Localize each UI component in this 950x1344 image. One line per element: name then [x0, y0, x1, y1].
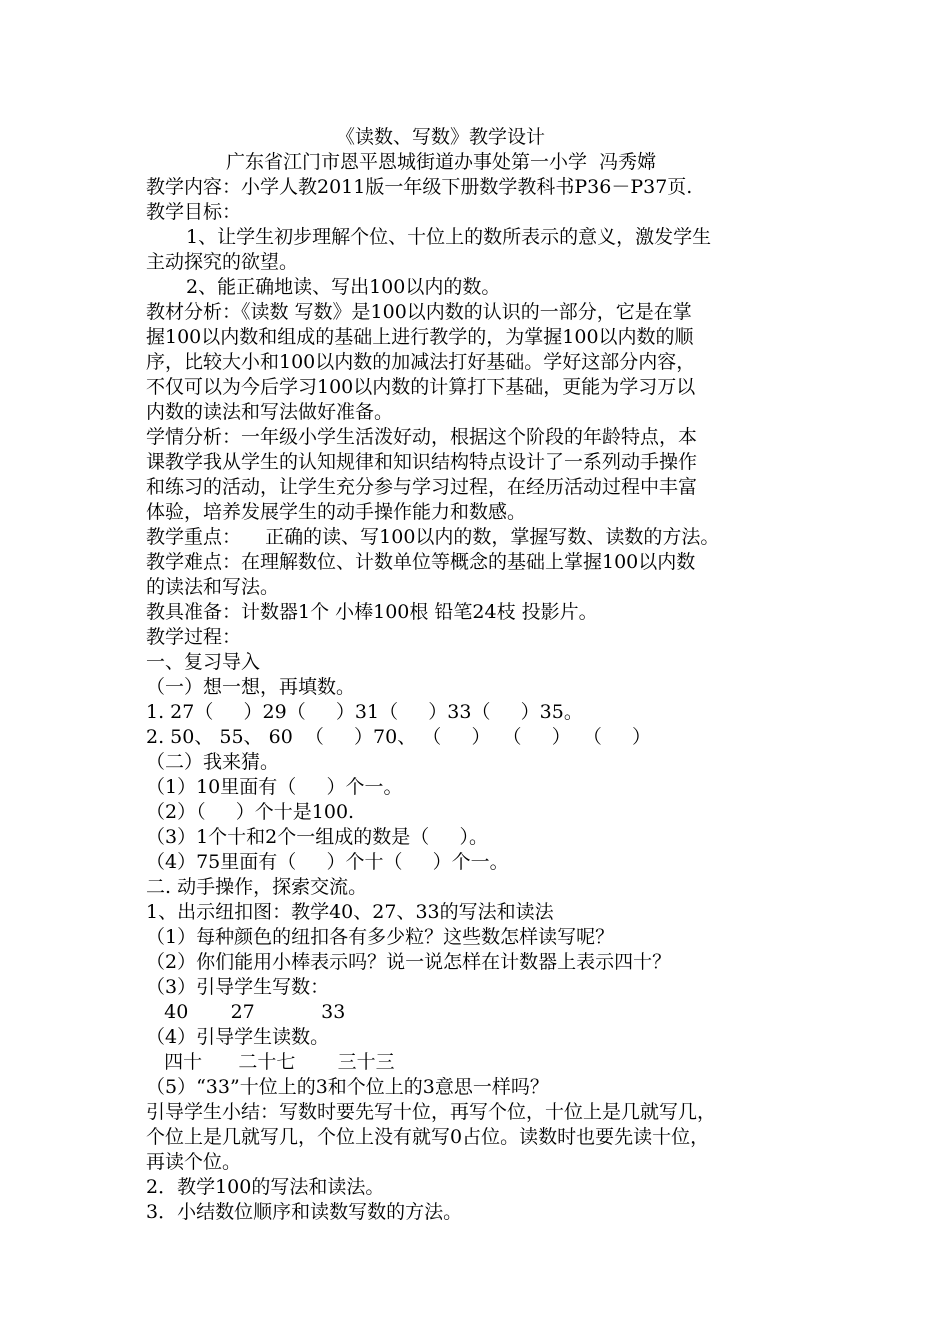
document-author: 广东省江门市恩平恩城街道办事处第一小学 冯秀嫦 [226, 151, 657, 173]
analysis-line-5: 内数的读法和写法做好准备。 [146, 401, 394, 423]
section-2-item-2: 2．教学100的写法和读法。 [146, 1176, 385, 1198]
guess-1: （1）10里面有（ ）个一。 [146, 776, 403, 798]
guess-2: （2）（ ）个十是100. [146, 801, 355, 823]
section-2-item-3: 3．小结数位顺序和读数写数的方法。 [146, 1201, 463, 1223]
analysis-line-3: 序，比较大小和100以内数的加减法打好基础。学好这部分内容， [146, 351, 696, 373]
analysis-line-1: 教材分析：《读数 写数》是100以内数的认识的一部分，它是在掌 [146, 301, 692, 323]
summary-line-1: 引导学生小结：写数时要先写十位，再写个位，十位上是几就写几， [146, 1101, 717, 1123]
analysis-line-2: 握100以内数和组成的基础上进行教学的，为掌握100以内数的顺 [146, 326, 694, 348]
goal-1-line-1: 1、让学生初步理解个位、十位上的数所表示的意义，激发学生 [186, 226, 712, 248]
section-2-item-1: 1、出示纽扣图：教学40、27、33的写法和读法 [146, 901, 554, 923]
learner-line-2: 课教学我从学生的认知规律和知识结构特点设计了一系列动手操作 [146, 451, 698, 473]
difficulty-line-1: 教学难点：在理解数位、计数单位等概念的基础上掌握100以内数 [146, 551, 696, 573]
goal-1-line-2: 主动探究的欲望。 [146, 251, 299, 273]
question-3: （3）引导学生写数： [146, 976, 330, 998]
question-1: （1）每种颜色的纽扣各有多少粒？这些数怎样读写呢？ [146, 926, 615, 948]
analysis-line-4: 不仅可以为今后学习100以内数的计算打下基础，更能为学习万以 [146, 376, 696, 398]
goal-2: 2、能正确地读、写出100以内的数。 [186, 276, 501, 298]
learner-line-3: 和练习的活动，让学生充分参与学习过程，在经历活动过程中丰富 [146, 476, 698, 498]
section-2-heading: 二. 动手操作，探索交流。 [146, 876, 368, 898]
guess-4: （4）75里面有（ ）个十（ ）个一。 [146, 851, 509, 873]
document-title: 《读数、写数》教学设计 [336, 126, 546, 148]
numbers-written: 40 27 33 [146, 1001, 346, 1023]
teaching-content: 教学内容：小学人教2011版一年级下册数学教科书P36－P37页. [146, 176, 693, 198]
learner-line-1: 学情分析：一年级小学生活泼好动，根据这个阶段的年龄特点，本 [146, 426, 698, 448]
learner-line-4: 体验，培养发展学生的动手操作能力和数感。 [146, 501, 527, 523]
section-1-part-a: （一）想一想，再填数。 [146, 676, 356, 698]
summary-line-2: 个位上是几就写几，个位上没有就写0占位。读数时也要先读十位， [146, 1126, 710, 1148]
numbers-read: 四十 二十七 三十三 [146, 1051, 395, 1073]
exercise-2: 2. 50、 55、 60 （ ）70、 （ ） （ ） （ ） [146, 726, 652, 748]
guess-3: （3）1个十和2个一组成的数是（ ）。 [146, 826, 488, 848]
question-5: （5）“33”十位上的3和个位上的3意思一样吗？ [146, 1076, 549, 1098]
difficulty-line-2: 的读法和写法。 [146, 576, 280, 598]
question-2: （2）你们能用小棒表示吗？说一说怎样在计数器上表示四十？ [146, 951, 672, 973]
key-point: 教学重点： 正确的读、写100以内的数，掌握写数、读数的方法。 [146, 526, 720, 548]
section-1-part-b: （二）我来猜。 [146, 751, 280, 773]
exercise-1: 1. 27（ ）29（ ）31（ ）33（ ）35。 [146, 701, 583, 723]
process-heading: 教学过程： [146, 626, 242, 648]
section-1-heading: 一、复习导入 [146, 651, 261, 673]
summary-line-3: 再读个位。 [146, 1151, 242, 1173]
question-4: （4）引导学生读数。 [146, 1026, 330, 1048]
goals-heading: 教学目标： [146, 201, 242, 223]
tools: 教具准备：计数器1个 小棒100根 铅笔24枝 投影片。 [146, 601, 598, 623]
